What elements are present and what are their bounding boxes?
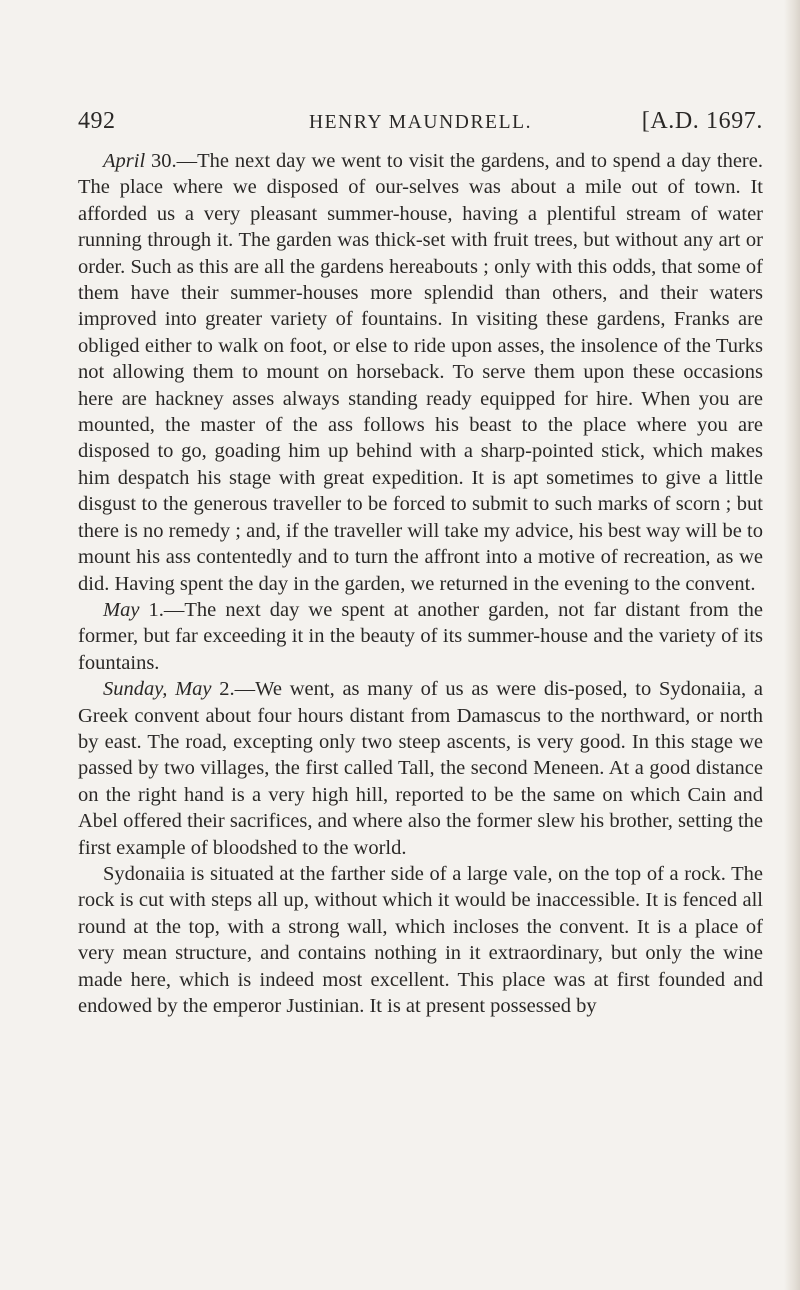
paragraph-april-30 (78, 148, 763, 597)
paragraph-may-2 (78, 676, 763, 861)
paragraph-text: 30.—The next day we went to visit the gardens, and to spend a day there. The place where we disposed of our-selves was about a mile out of town. It afforded us a very pleasant summer-house, having a plentiful stream of water running through it. The garden was thick-set with fruit trees, but without any art or order. Such as this are all the gardens hereabouts ; only with this odds, that some of them have their summer-houses more splendid than others, and their waters improved into greater variety of fountains. In visiting these gardens, Franks are obliged either to walk on foot, or else to ride upon asses, the insolence of the Turks not allowing them to mount on horseback. To serve them upon these occasions here are hackney asses always standing ready equipped for hire. When you are mounted, the master of the ass follows his beast to the place where you are disposed to go, goading him up behind with a sharp-pointed stick, which makes him despatch his stage with great expedition. It is apt sometimes to give a little disgust to the generous traveller to be forced to submit to such marks of scorn ; but there is no remedy ; and, if the traveller will take my advice, his best way will be to mount his ass contentedly and to turn the affront into a motive of recreation, as we did. Having spent the day in the garden, we returned in the evening to the convent. (78, 150, 763, 595)
date-tag: [A.D. 1697. (641, 108, 763, 134)
running-title: HENRY MAUNDRELL. (308, 112, 533, 133)
page-header (78, 108, 763, 138)
paragraph-text: 2.—We went, as many of us as were dis-posed, to Sydonaiia, a Greek convent about four hours distant from Damascus to the northward, or north by east. The road, excepting only two steep ascents, is very good. In this stage we passed by two villages, the first called Tall, the second Meneen. At a good distance on the right hand is a very high hill, reported to be the same on which Cain and Abel offered their sacrifices, and where also the former slew his brother, setting the first example of bloodshed to the world. (78, 678, 763, 859)
paragraph-may-1 (78, 597, 763, 676)
paragraph-sydonaiia (78, 861, 763, 1019)
page-number: 492 (78, 108, 116, 134)
paragraph-lead: May (103, 598, 140, 621)
body-text (78, 148, 763, 1019)
paragraph-lead: Sunday, May (103, 678, 212, 701)
paragraph-text: 1.—The next day we spent at another garden, not far distant from the former, but far exceeding it in the beauty of its summer-house and the variety of its fountains. (78, 598, 763, 674)
paragraph-text: Sydonaiia is situated at the farther side of a large vale, on the top of a rock. The rock is cut with steps all up, without which it would be inaccessible. It is fenced all round at the top, with a strong wall, which incloses the convent. It is a place of very mean structure, and contains nothing in it extraordinary, but only the wine made here, which is indeed most excellent. This place was at first founded and endowed by the emperor Justinian. It is at present possessed by (78, 862, 763, 1017)
paragraph-lead: April (103, 150, 146, 172)
page-edge-shadow (784, 0, 800, 1290)
